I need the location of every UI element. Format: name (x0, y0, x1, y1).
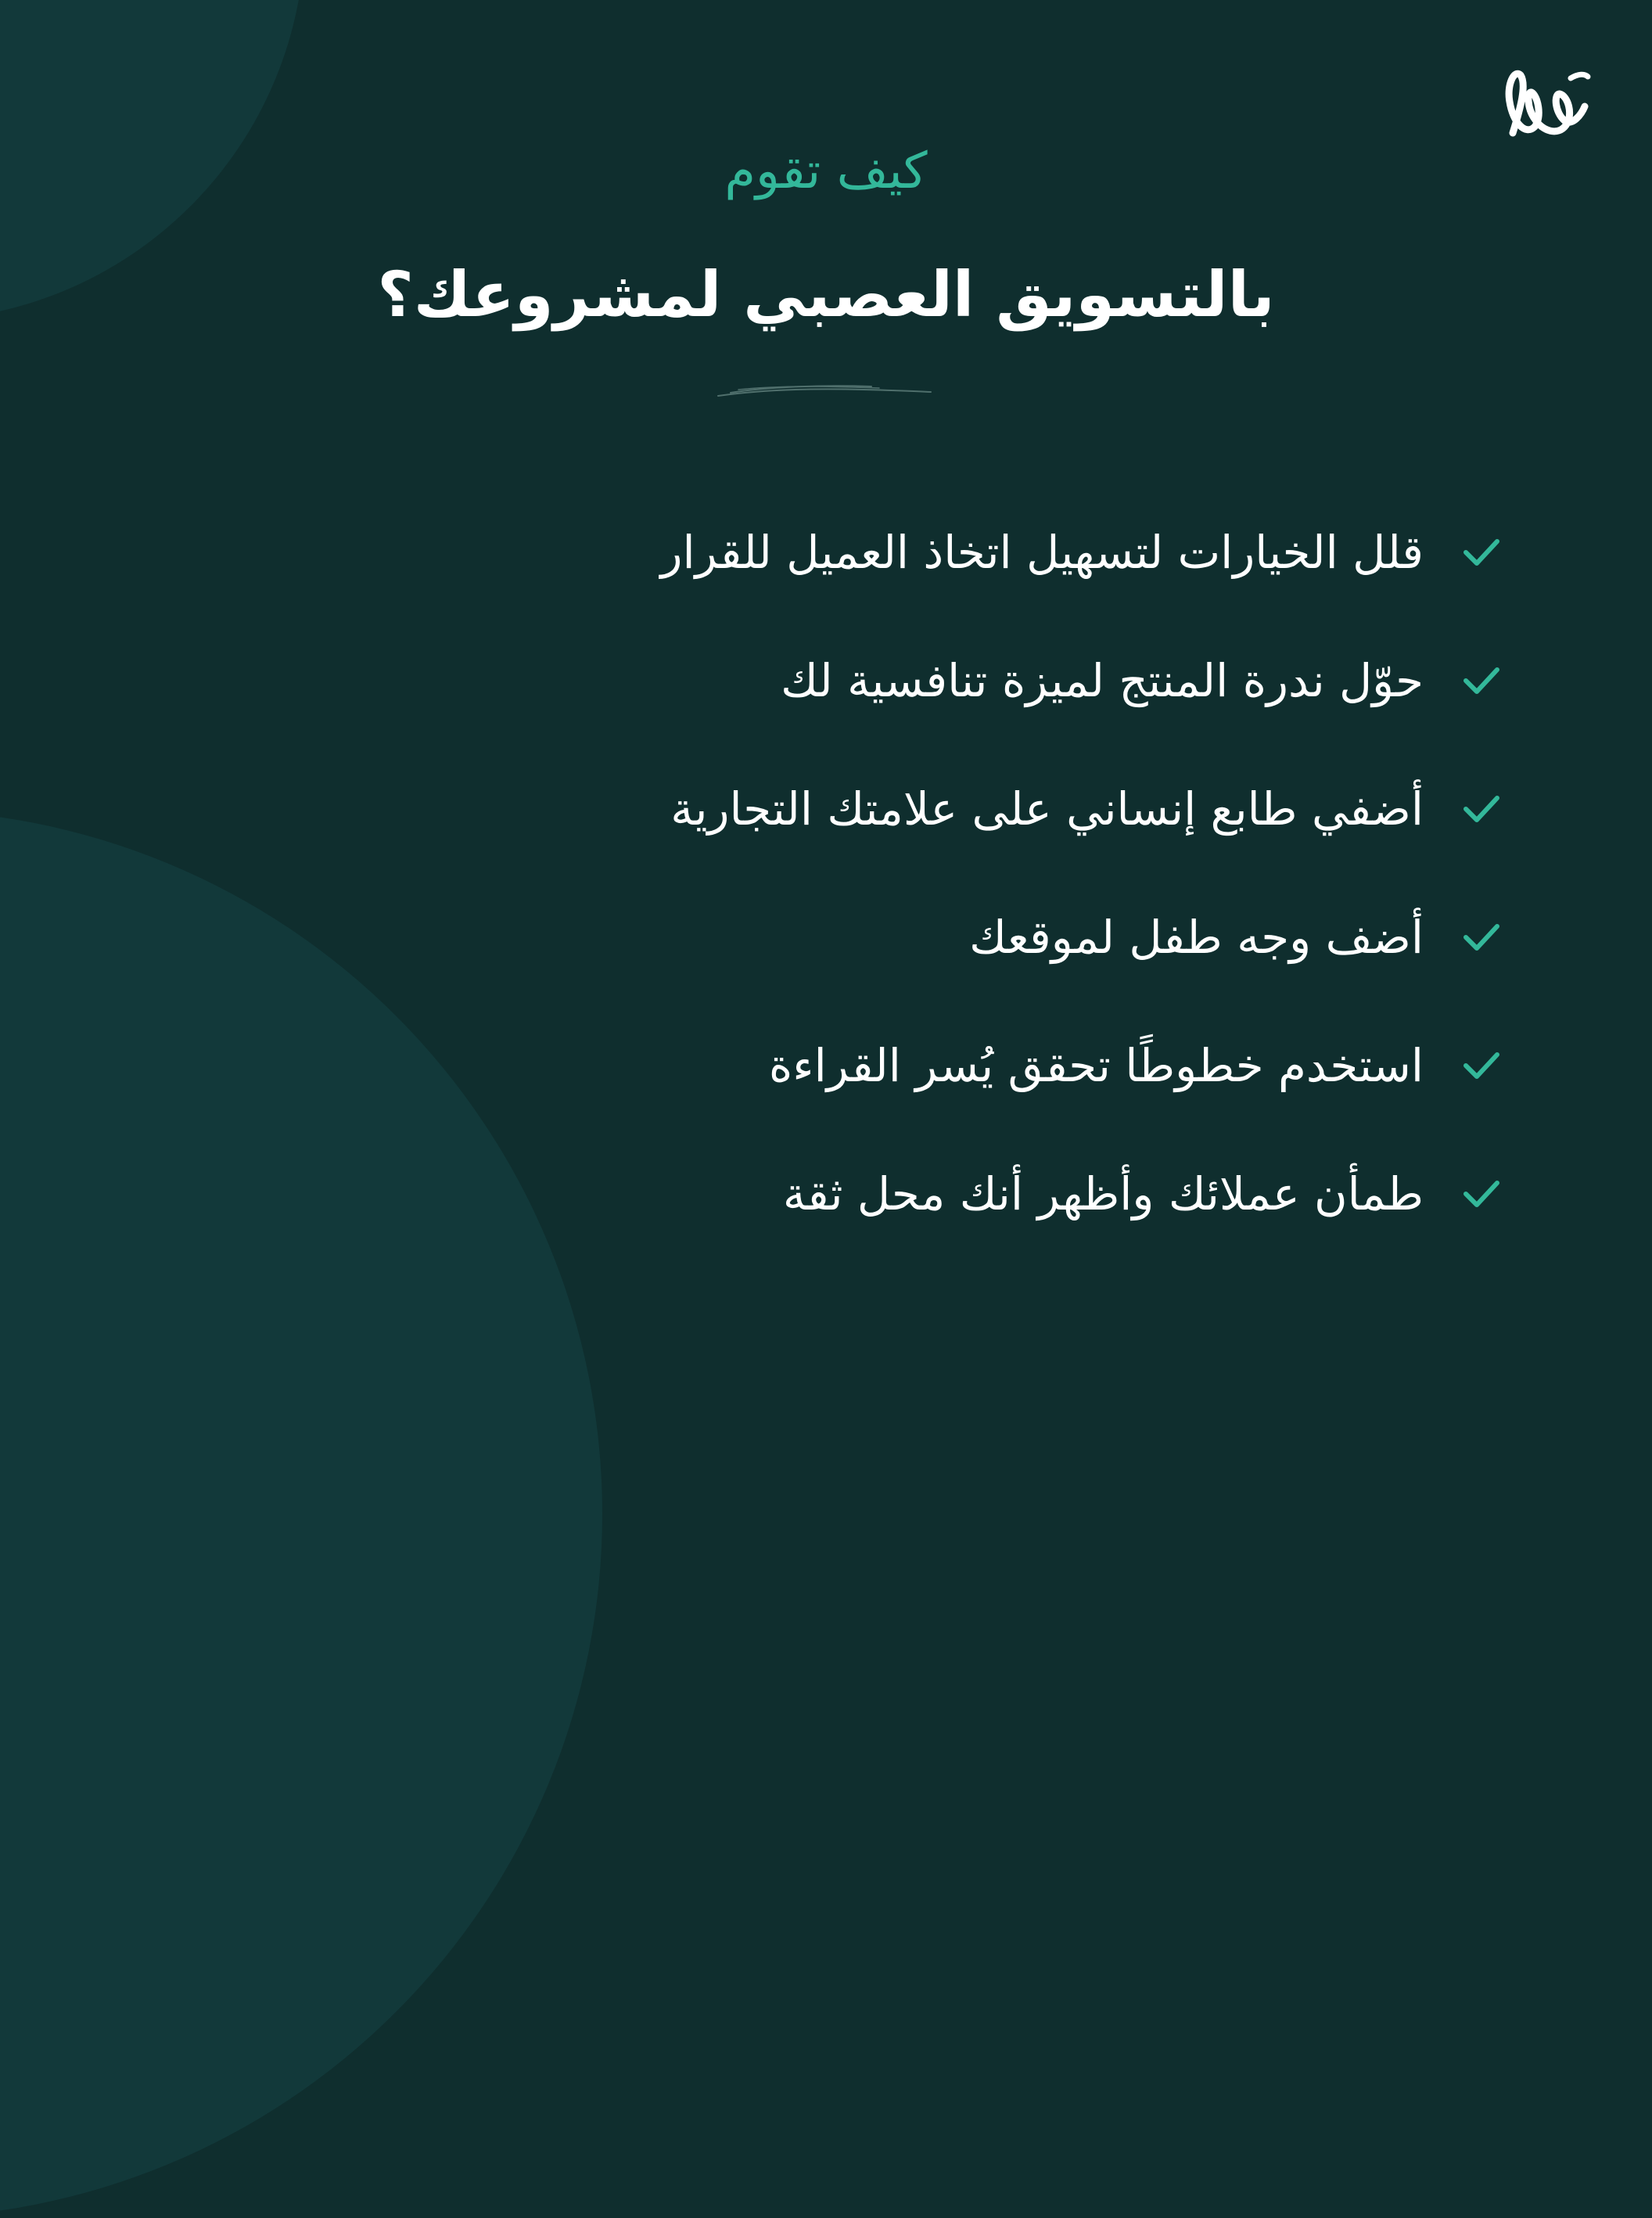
scribble-divider (715, 380, 934, 402)
list-item (661, 873, 1504, 1001)
page-title: بالتسويق العصبي لمشروعك؟ (377, 258, 1275, 331)
background-circle-bottom (0, 810, 602, 2218)
list-item-text: حوّل ندرة المنتج لميزة تنافسية لك (781, 654, 1424, 707)
list-item (661, 745, 1504, 873)
list-item-text: أضفي طابع إنساني على علامتك التجارية (670, 782, 1424, 836)
check-icon (1460, 659, 1503, 703)
list-item-text: قلل الخيارات لتسهيل اتخاذ العميل للقرار (660, 526, 1424, 579)
check-icon (1460, 1172, 1503, 1216)
list-item (661, 488, 1504, 617)
list-item-text: أضف وجه طفل لموقعك (969, 911, 1424, 964)
check-icon (1460, 787, 1503, 831)
list-item (661, 617, 1504, 745)
heading-kicker: كيف تقوم (724, 142, 928, 200)
list-item (661, 1130, 1504, 1258)
benefits-list (661, 488, 1504, 1258)
check-icon (1460, 1044, 1503, 1087)
list-item-text: استخدم خطوطًا تحقق يُسر القراءة (768, 1039, 1424, 1092)
list-item (661, 1001, 1504, 1130)
brand-logo-icon (1497, 61, 1591, 147)
check-icon (1460, 530, 1503, 574)
list-item-text: طمأن عملائك وأظهر أنك محل ثقة (782, 1167, 1424, 1220)
check-icon (1460, 915, 1503, 959)
